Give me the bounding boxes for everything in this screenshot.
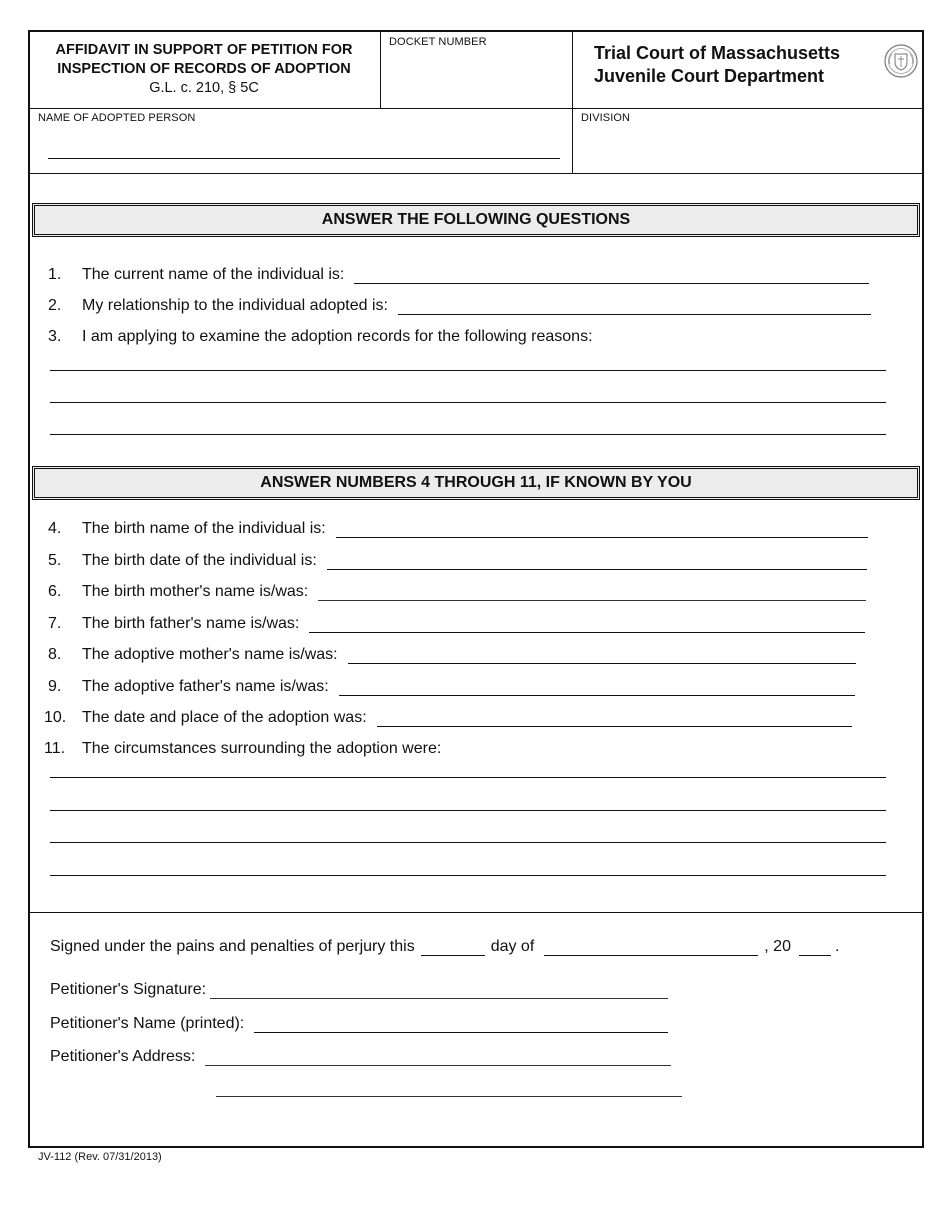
question-3 xyxy=(44,322,593,346)
signed-year-field[interactable] xyxy=(799,937,831,956)
statute-citation: G.L. c. 210, § 5C xyxy=(149,80,259,96)
header-divider-1 xyxy=(380,31,381,109)
question-label: The birth name of the individual is: xyxy=(82,520,326,537)
petitioner-name-row xyxy=(50,1009,668,1033)
question-label: The adoptive mother's name is/was: xyxy=(82,646,338,663)
adoption-date-place-field[interactable] xyxy=(377,708,852,727)
docket-number-label: DOCKET NUMBER xyxy=(389,36,487,48)
signature-section-rule xyxy=(29,912,923,913)
question-9 xyxy=(44,672,855,696)
day-of-text: day of xyxy=(490,938,535,955)
question-1 xyxy=(44,260,869,284)
court-name xyxy=(594,42,840,88)
question-8 xyxy=(44,640,856,664)
birth-father-name-field[interactable] xyxy=(309,614,865,633)
question-label: The circumstances surrounding the adoption were: xyxy=(82,740,442,757)
adoptive-father-name-field[interactable] xyxy=(339,677,855,696)
birth-date-field[interactable] xyxy=(327,551,867,570)
adopted-person-label: NAME OF ADOPTED PERSON xyxy=(38,112,196,124)
massachusetts-seal-icon xyxy=(884,44,918,78)
petitioner-name-field[interactable] xyxy=(254,1014,668,1033)
header-divider-2 xyxy=(572,31,573,173)
question-2 xyxy=(44,291,871,315)
petitioner-name-label: Petitioner's Name (printed): xyxy=(50,1015,245,1032)
reasons-line-3[interactable] xyxy=(50,434,886,435)
question-label: My relationship to the individual adopted is: xyxy=(82,297,388,314)
question-number: 10. xyxy=(44,709,67,726)
question-number: 6. xyxy=(48,583,62,600)
form-revision-id: JV-112 (Rev. 07/31/2013) xyxy=(38,1151,162,1163)
section-2-banner: ANSWER NUMBERS 4 THROUGH 11, IF KNOWN BY YOU xyxy=(32,466,920,500)
question-label: The current name of the individual is: xyxy=(82,266,345,283)
birth-mother-name-field[interactable] xyxy=(318,582,866,601)
form-title-line-1: AFFIDAVIT IN SUPPORT OF PETITION FOR xyxy=(55,42,353,58)
question-4 xyxy=(44,514,868,538)
question-label: The birth father's name is/was: xyxy=(82,615,300,632)
question-number: 8. xyxy=(48,646,62,663)
question-label: I am applying to examine the adoption records for the following reasons: xyxy=(82,328,593,345)
perjury-statement xyxy=(50,932,839,956)
signed-day-field[interactable] xyxy=(421,937,485,956)
question-number: 9. xyxy=(48,678,62,695)
question-7 xyxy=(44,609,865,633)
question-number: 2. xyxy=(48,297,62,314)
period-text: . xyxy=(834,938,840,955)
petitioner-address-label: Petitioner's Address: xyxy=(50,1048,196,1065)
question-number: 1. xyxy=(48,266,62,283)
circumstances-line-3[interactable] xyxy=(50,842,886,843)
reasons-line-1[interactable] xyxy=(50,370,886,371)
question-number: 4. xyxy=(48,520,62,537)
perjury-text: Signed under the pains and penalties of perjury this xyxy=(50,938,415,955)
question-10 xyxy=(44,703,852,727)
question-label: The adoptive father's name is/was: xyxy=(82,678,329,695)
relationship-field[interactable] xyxy=(398,296,871,315)
adopted-person-name-field[interactable] xyxy=(48,138,560,159)
court-name-line-1: Trial Court of Massachusetts xyxy=(594,43,841,63)
question-5 xyxy=(44,546,867,570)
petitioner-signature-field[interactable] xyxy=(210,980,668,999)
circumstances-line-4[interactable] xyxy=(50,875,886,876)
division-field[interactable] xyxy=(575,128,921,170)
adoptive-mother-name-field[interactable] xyxy=(348,645,856,664)
year-prefix-text: , 20 xyxy=(764,938,791,955)
question-label: The birth date of the individual is: xyxy=(82,552,317,569)
circumstances-line-1[interactable] xyxy=(50,777,886,778)
birth-name-field[interactable] xyxy=(336,519,868,538)
petitioner-signature-label: Petitioner's Signature: xyxy=(50,981,207,998)
petitioner-address-field-2[interactable] xyxy=(216,1096,682,1097)
court-name-line-2: Juvenile Court Department xyxy=(594,66,825,86)
petitioner-address-field-1[interactable] xyxy=(205,1047,671,1066)
form-title xyxy=(30,41,378,98)
question-number: 5. xyxy=(48,552,62,569)
signed-month-field[interactable] xyxy=(544,937,758,956)
header-bottom-rule xyxy=(29,108,923,109)
petitioner-signature-row xyxy=(50,975,668,999)
question-11 xyxy=(44,734,441,758)
question-label: The birth mother's name is/was: xyxy=(82,583,309,600)
question-number: 11. xyxy=(44,740,66,757)
question-number: 3. xyxy=(48,328,62,345)
current-name-field[interactable] xyxy=(354,265,869,284)
question-number: 7. xyxy=(48,615,62,632)
question-label: The date and place of the adoption was: xyxy=(82,709,367,726)
circumstances-line-2[interactable] xyxy=(50,810,886,811)
petitioner-address-row xyxy=(50,1042,671,1066)
question-6 xyxy=(44,577,866,601)
form-title-line-2: INSPECTION OF RECORDS OF ADOPTION xyxy=(57,61,351,77)
division-label: DIVISION xyxy=(581,112,631,124)
party-bottom-rule xyxy=(29,173,923,174)
reasons-line-2[interactable] xyxy=(50,402,886,403)
docket-number-field[interactable] xyxy=(382,52,570,106)
section-1-banner: ANSWER THE FOLLOWING QUESTIONS xyxy=(32,203,920,237)
